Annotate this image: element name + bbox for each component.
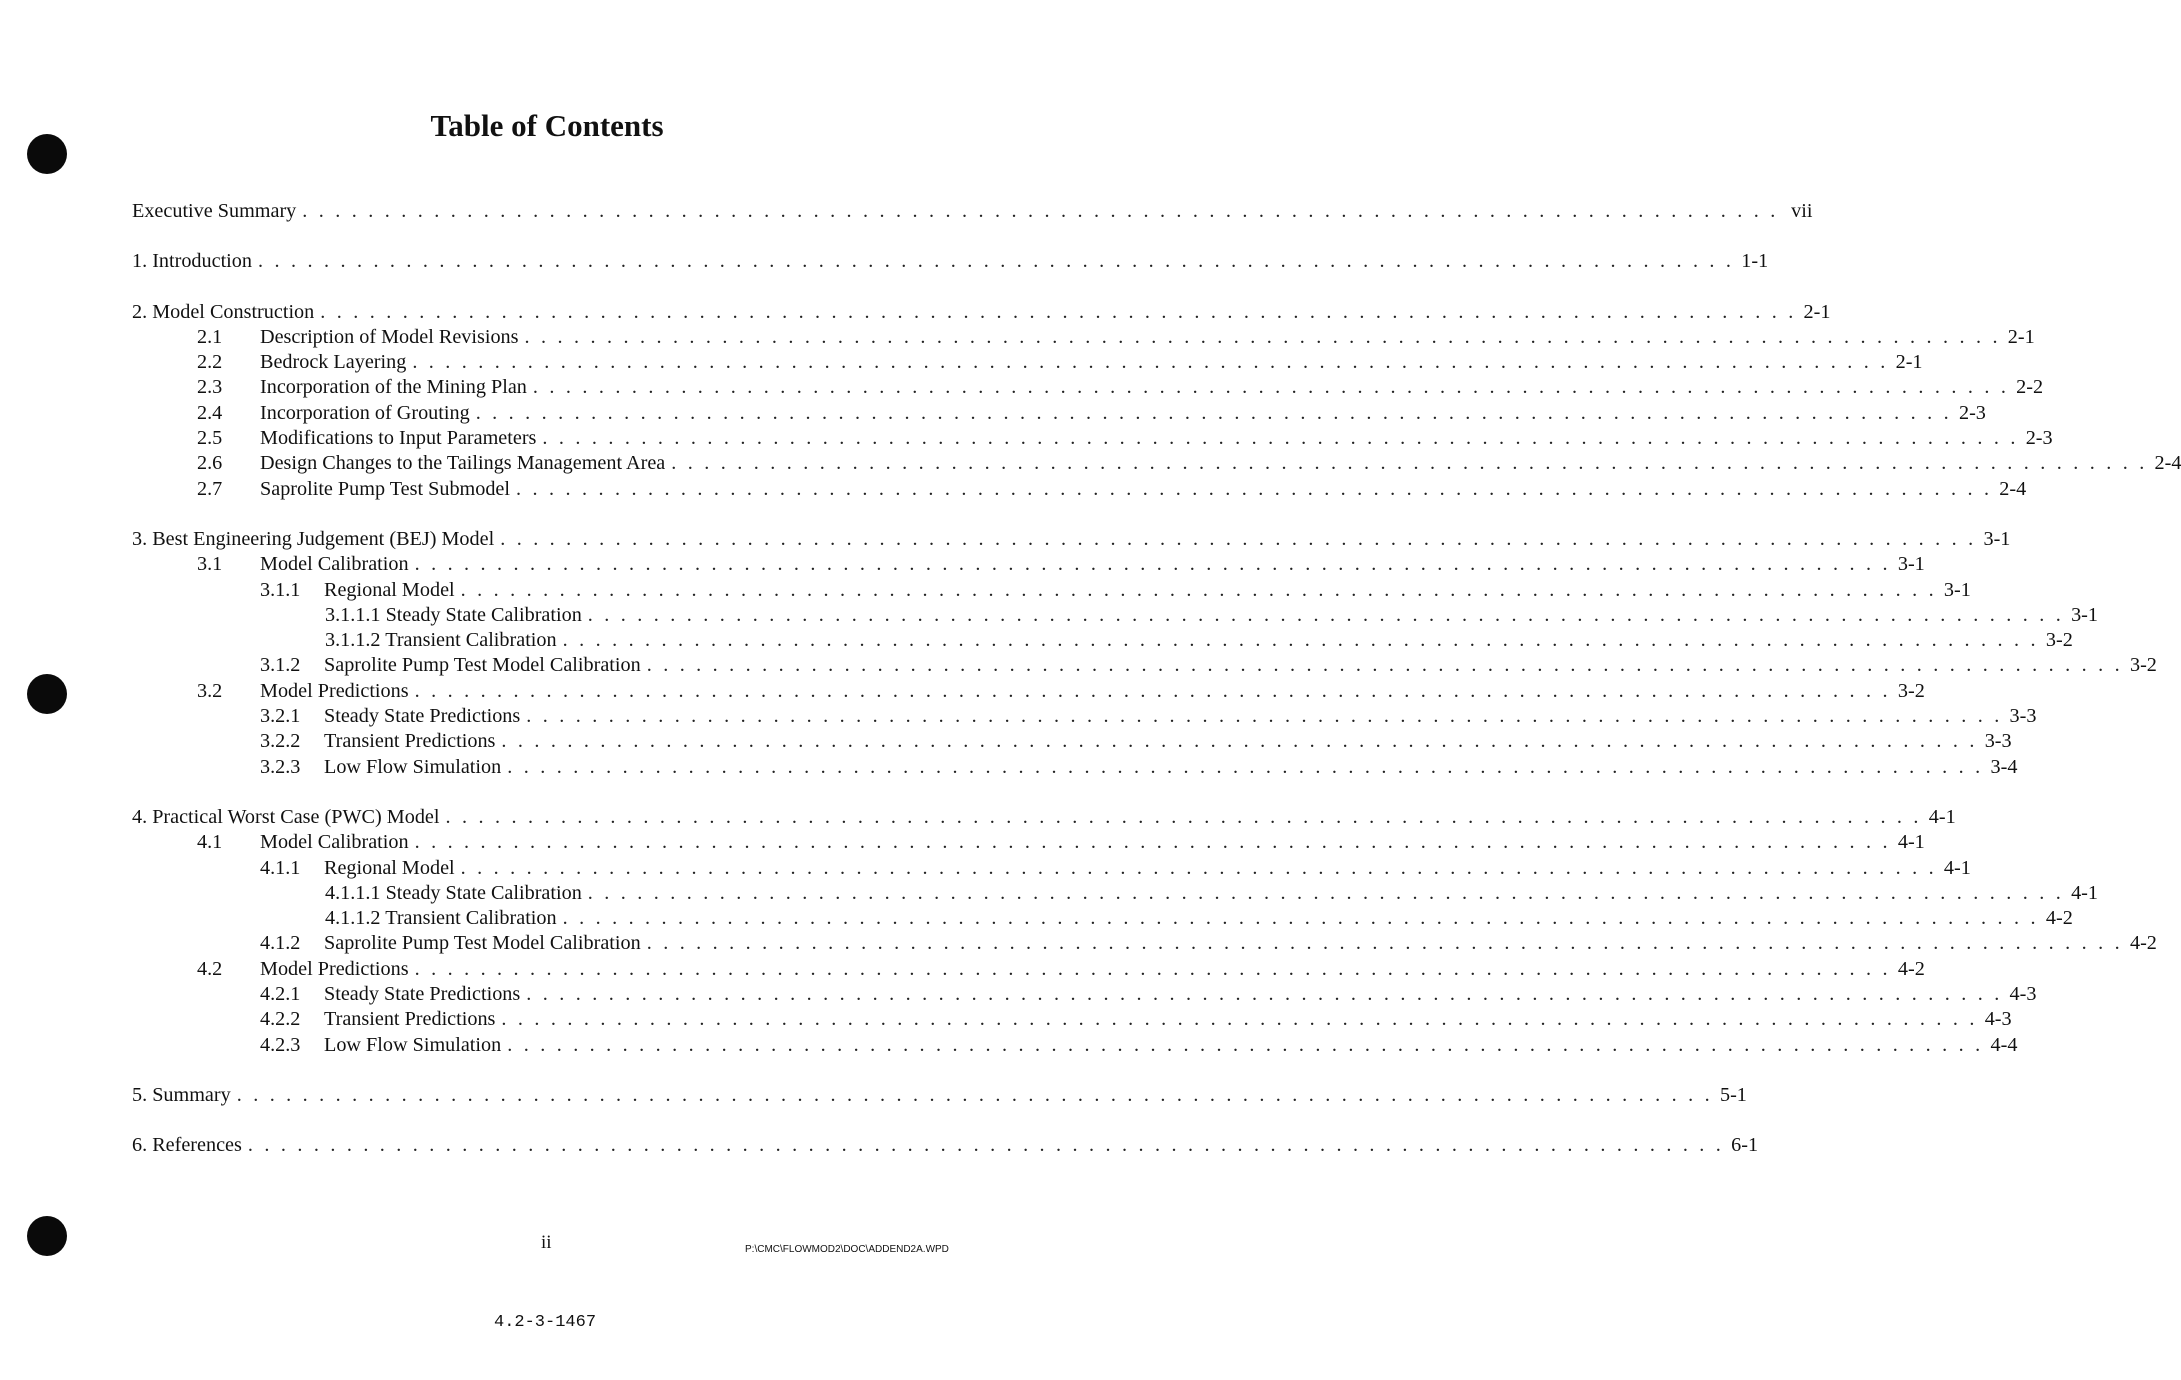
toc-entry-title: Transient Predictions xyxy=(324,1008,496,1031)
toc-entry-title: Incorporation of the Mining Plan xyxy=(260,376,527,399)
dot-leader: . . . . . . . . . . . . . . . . . . . . . . . . . . . . . . . . . . . . . . . . . . . . . . . . . . . . . . . . . . . . . . . . . . . . . . . . . . . . . . . . . . . . . . . . . . xyxy=(646,654,2123,677)
dot-leader: . . . . . . . . . . . . . . . . . . . . . . . . . . . . . . . . . . . . . . . . . . . . . . . . . . . . . . . . . . . . . . . . . . . . . . . . . . . . . . . . . . . . . . . . . . xyxy=(414,553,1891,576)
toc-entry[interactable] xyxy=(132,830,1925,855)
toc-entry-page: 6-1 xyxy=(1731,1134,1759,1157)
dot-leader: . . . . . . . . . . . . . . . . . . . . . . . . . . . . . . . . . . . . . . . . . . . . . . . . . . . . . . . . . . . . . . . . . . . . . . . . . . . . . . . . . . . . . . . . . . xyxy=(562,629,2039,652)
toc-entry-number: 4.1 xyxy=(197,831,223,854)
dot-leader: . . . . . . . . . . . . . . . . . . . . . . . . . . . . . . . . . . . . . . . . . . . . . . . . . . . . . . . . . . . . . . . . . . . . . . . . . . . . . . . . . . . . . . . . . . xyxy=(526,705,2003,728)
toc-entry-page: 3-1 xyxy=(1983,527,2011,550)
dot-leader: . . . . . . . . . . . . . . . . . . . . . . . . . . . . . . . . . . . . . . . . . . . . . . . . . . . . . . . . . . . . . . . . . . . . . . . . . . . . . . . . . . . . . . . . . . xyxy=(524,325,2001,348)
toc-entry-title: Bedrock Layering xyxy=(260,351,407,374)
toc-entry-number: 3.1 xyxy=(197,553,223,576)
dot-leader: . . . . . . . . . . . . . . . . . . . . . . . . . . . . . . . . . . . . . . . . . . . . . . . . . . . . . . . . . . . . . . . . . . . . . . . . . . . . . . . . . . . . . . . . . . xyxy=(587,603,2064,626)
toc-entry-number: 2.3 xyxy=(197,376,223,399)
toc-entry[interactable] xyxy=(132,982,2037,1007)
dot-leader: . . . . . . . . . . . . . . . . . . . . . . . . . . . . . . . . . . . . . . . . . . . . . . . . . . . . . . . . . . . . . . . . . . . . . . . . . . . . . . . . . . . . . . . . . . xyxy=(236,1083,1713,1106)
toc-entry-title: Low Flow Simulation xyxy=(324,755,502,778)
toc-entry[interactable] xyxy=(132,375,2044,400)
dot-leader: . . . . . . . . . . . . . . . . . . . . . . . . . . . . . . . . . . . . . . . . . . . . . . . . . . . . . . . . . . . . . . . . . . . . . . . . . . . . . . . . . . . . . . . . . . xyxy=(516,477,1993,500)
toc-entry-number: 2.6 xyxy=(197,452,223,475)
toc-entry[interactable] xyxy=(132,653,2157,678)
toc-entry-number: 2.5 xyxy=(197,427,223,450)
dot-leader: . . . . . . . . . . . . . . . . . . . . . . . . . . . . . . . . . . . . . . . . . . . . . . . . . . . . . . . . . . . . . . . . . . . . . . . . . . . . . . . . . . . . . . . . . . xyxy=(460,578,1937,601)
toc-entry-title: 5. Summary xyxy=(132,1083,231,1106)
dot-leader: . . . . . . . . . . . . . . . . . . . . . . . . . . . . . . . . . . . . . . . . . . . . . . . . . . . . . . . . . . . . . . . . . . . . . . . . . . . . . . . . . . . . . . . . . . xyxy=(412,351,1889,374)
toc-entry-page: 4-1 xyxy=(2071,881,2098,904)
toc-entry[interactable] xyxy=(132,603,2098,628)
toc-entry-page: 2-4 xyxy=(1999,477,2027,500)
toc-entry-number: 4.1.1 xyxy=(260,856,301,879)
toc-entry[interactable] xyxy=(132,401,1986,426)
dot-leader: . . . . . . . . . . . . . . . . . . . . . . . . . . . . . . . . . . . . . . . . . . . . . . . . . . . . . . . . . . . . . . . . . . . . . . . . . . . . . . . . . . . . . . . . . . xyxy=(302,200,1779,222)
toc-entry-title: Steady State Predictions xyxy=(324,983,521,1006)
toc-entry[interactable] xyxy=(132,350,1923,375)
toc-entry-title: 3. Best Engineering Judgement (BEJ) Model xyxy=(132,527,495,550)
dot-leader: . . . . . . . . . . . . . . . . . . . . . . . . . . . . . . . . . . . . . . . . . . . . . . . . . . . . . . . . . . . . . . . . . . . . . . . . . . . . . . . . . . . . . . . . . . xyxy=(671,452,2148,475)
toc-entry[interactable] xyxy=(132,1007,2012,1032)
toc-entry-title: Saprolite Pump Test Submodel xyxy=(260,477,510,500)
toc-entry[interactable] xyxy=(132,805,1956,830)
toc-entry[interactable] xyxy=(132,451,2181,476)
toc-entry-page: 3-2 xyxy=(2045,629,2073,652)
toc-entry-number: 2.4 xyxy=(197,401,223,424)
toc-entry[interactable] xyxy=(132,1133,1759,1158)
toc-entry-title: 1. Introduction xyxy=(132,250,252,273)
toc-entry-number: 4.2.3 xyxy=(260,1033,301,1056)
toc-entry[interactable] xyxy=(132,477,2027,502)
toc-entry-title: 3.1.1.2 Transient Calibration xyxy=(325,629,557,652)
toc-entry-title: 4.1.1.1 Steady State Calibration xyxy=(325,881,582,904)
toc-entry-page: 4-4 xyxy=(1990,1033,2018,1056)
dot-leader: . . . . . . . . . . . . . . . . . . . . . . . . . . . . . . . . . . . . . . . . . . . . . . . . . . . . . . . . . . . . . . . . . . . . . . . . . . . . . . . . . . . . . . . . . . xyxy=(501,1008,1978,1031)
file-path: P:\CMC\FLOWMOD2\DOC\ADDEND2A.WPD xyxy=(745,1244,949,1255)
toc-entry-title: 2. Model Construction xyxy=(132,300,315,323)
dot-leader: . . . . . . . . . . . . . . . . . . . . . . . . . . . . . . . . . . . . . . . . . . . . . . . . . . . . . . . . . . . . . . . . . . . . . . . . . . . . . . . . . . . . . . . . . . xyxy=(532,376,2010,399)
toc-entry-number: 3.1.1 xyxy=(260,578,301,601)
dot-leader: . . . . . . . . . . . . . . . . . . . . . . . . . . . . . . . . . . . . . . . . . . . . . . . . . . . . . . . . . . . . . . . . . . . . . . . . . . . . . . . . . . . . . . . . . . xyxy=(414,957,1891,980)
dot-leader: . . . . . . . . . . . . . . . . . . . . . . . . . . . . . . . . . . . . . . . . . . . . . . . . . . . . . . . . . . . . . . . . . . . . . . . . . . . . . . . . . . . . . . . . . . xyxy=(646,932,2123,955)
toc-entry-page: 3-1 xyxy=(2071,603,2098,626)
toc-entry-page: 2-1 xyxy=(1803,300,1831,323)
toc-entry-number: 2.1 xyxy=(197,325,223,348)
dot-leader: . . . . . . . . . . . . . . . . . . . . . . . . . . . . . . . . . . . . . . . . . . . . . . . . . . . . . . . . . . . . . . . . . . . . . . . . . . . . . . . . . . . . . . . . . . xyxy=(526,983,2003,1006)
toc-entry-title: 6. References xyxy=(132,1134,242,1157)
dot-leader: . . . . . . . . . . . . . . . . . . . . . . . . . . . . . . . . . . . . . . . . . . . . . . . . . . . . . . . . . . . . . . . . . . . . . . . . . . . . . . . . . . . . . . . . . . xyxy=(562,907,2039,930)
toc-entry-page: 4-2 xyxy=(2045,907,2073,930)
dot-leader: . . . . . . . . . . . . . . . . . . . . . . . . . . . . . . . . . . . . . . . . . . . . . . . . . . . . . . . . . . . . . . . . . . . . . . . . . . . . . . . . . . . . . . . . . . xyxy=(500,527,1977,550)
toc-entry-number: 2.2 xyxy=(197,351,223,374)
toc-entry-title: Model Predictions xyxy=(260,957,409,980)
toc-entry-page: 3-3 xyxy=(1984,730,2012,753)
toc-entry-number: 4.2.1 xyxy=(260,983,301,1006)
toc-entry[interactable] xyxy=(132,199,1813,224)
toc-entry-title: Regional Model xyxy=(324,578,455,601)
toc-entry[interactable] xyxy=(132,325,2035,350)
toc-entry[interactable] xyxy=(132,881,2098,906)
punch-hole-bottom xyxy=(27,1216,67,1256)
toc-entry[interactable] xyxy=(132,552,1925,577)
toc-entry-title: Model Calibration xyxy=(260,831,409,854)
toc-entry[interactable] xyxy=(132,1083,1747,1108)
toc-entry[interactable] xyxy=(132,628,2073,653)
toc-entry[interactable] xyxy=(132,527,2011,552)
toc-entry-page: 4-2 xyxy=(1897,957,1925,980)
toc-entry-title: Executive Summary xyxy=(132,200,297,222)
toc-entry-page: 4-1 xyxy=(1943,856,1971,879)
toc-entry-page: 4-1 xyxy=(1897,831,1925,854)
toc-entry-title: Model Calibration xyxy=(260,553,409,576)
toc-entry-number: 3.2.1 xyxy=(260,705,301,728)
toc-entry[interactable] xyxy=(132,906,2073,931)
document-id: 4.2-3-1467 xyxy=(494,1313,597,1332)
toc-entry[interactable] xyxy=(132,578,1971,603)
dot-leader: . . . . . . . . . . . . . . . . . . . . . . . . . . . . . . . . . . . . . . . . . . . . . . . . . . . . . . . . . . . . . . . . . . . . . . . . . . . . . . . . . . . . . . . . . . xyxy=(475,401,1952,424)
page-number: ii xyxy=(541,1232,552,1253)
toc-entry[interactable] xyxy=(132,249,1769,274)
toc-entry-number: 3.1.2 xyxy=(260,654,301,677)
toc-entry-page: 1-1 xyxy=(1741,250,1769,273)
dot-leader: . . . . . . . . . . . . . . . . . . . . . . . . . . . . . . . . . . . . . . . . . . . . . . . . . . . . . . . . . . . . . . . . . . . . . . . . . . . . . . . . . . . . . . . . . . xyxy=(414,831,1891,854)
toc-entry[interactable] xyxy=(132,679,1925,704)
toc-entry[interactable] xyxy=(132,1033,2018,1058)
toc-entry-title: 3.1.1.1 Steady State Calibration xyxy=(325,603,582,626)
toc-entry-title: 4. Practical Worst Case (PWC) Model xyxy=(132,805,440,828)
toc-entry-title: Low Flow Simulation xyxy=(324,1033,502,1056)
toc-entry[interactable] xyxy=(132,300,1831,325)
toc-entry-page: 2-1 xyxy=(1895,351,1923,374)
dot-leader: . . . . . . . . . . . . . . . . . . . . . . . . . . . . . . . . . . . . . . . . . . . . . . . . . . . . . . . . . . . . . . . . . . . . . . . . . . . . . . . . . . . . . . . . . . xyxy=(542,427,2019,450)
dot-leader: . . . . . . . . . . . . . . . . . . . . . . . . . . . . . . . . . . . . . . . . . . . . . . . . . . . . . . . . . . . . . . . . . . . . . . . . . . . . . . . . . . . . . . . . . . xyxy=(445,805,1922,828)
toc-entry-number: 3.2 xyxy=(197,679,223,702)
toc-entry-title: Model Predictions xyxy=(260,679,409,702)
toc-entry-page: 3-1 xyxy=(1897,553,1925,576)
toc-entry-number: 3.2.3 xyxy=(260,755,301,778)
dot-leader: . . . . . . . . . . . . . . . . . . . . . . . . . . . . . . . . . . . . . . . . . . . . . . . . . . . . . . . . . . . . . . . . . . . . . . . . . . . . . . . . . . . . . . . . . . xyxy=(460,856,1937,879)
toc-entry-page: 2-4 xyxy=(2154,452,2181,475)
toc-entry-number: 4.2.2 xyxy=(260,1008,301,1031)
page-title: Table of Contents xyxy=(430,108,664,143)
toc-entry-title: Regional Model xyxy=(324,856,455,879)
dot-leader: . . . . . . . . . . . . . . . . . . . . . . . . . . . . . . . . . . . . . . . . . . . . . . . . . . . . . . . . . . . . . . . . . . . . . . . . . . . . . . . . . . . . . . . . . . xyxy=(501,730,1978,753)
toc-entry[interactable] xyxy=(132,426,2053,451)
toc-entry-number: 2.7 xyxy=(197,477,223,500)
toc-entry-number: 4.2 xyxy=(197,957,223,980)
dot-leader: . . . . . . . . . . . . . . . . . . . . . . . . . . . . . . . . . . . . . . . . . . . . . . . . . . . . . . . . . . . . . . . . . . . . . . . . . . . . . . . . . . . . . . . . . . xyxy=(414,679,1891,702)
toc-entry-title: Transient Predictions xyxy=(324,730,496,753)
toc-entry-title: Description of Model Revisions xyxy=(260,325,519,348)
toc-entry-number: 3.2.2 xyxy=(260,730,301,753)
dot-leader: . . . . . . . . . . . . . . . . . . . . . . . . . . . . . . . . . . . . . . . . . . . . . . . . . . . . . . . . . . . . . . . . . . . . . . . . . . . . . . . . . . . . . . . . . . xyxy=(320,300,1797,323)
toc-entry-page: 4-3 xyxy=(1984,1008,2012,1031)
toc-entry-page: 4-2 xyxy=(2129,932,2157,955)
dot-leader: . . . . . . . . . . . . . . . . . . . . . . . . . . . . . . . . . . . . . . . . . . . . . . . . . . . . . . . . . . . . . . . . . . . . . . . . . . . . . . . . . . . . . . . . . . xyxy=(587,881,2064,904)
toc-entry-number: 4.1.2 xyxy=(260,932,301,955)
toc-entry[interactable] xyxy=(132,931,2157,956)
toc-entry-title: Incorporation of Grouting xyxy=(260,401,470,424)
toc-entry[interactable] xyxy=(132,729,2012,754)
toc-entry-page: 5-1 xyxy=(1719,1083,1747,1106)
toc-entry-page: 2-1 xyxy=(2007,325,2035,348)
toc-entry-title: Design Changes to the Tailings Management Area xyxy=(260,452,666,475)
toc-entry-page: vii xyxy=(1791,200,1813,222)
toc-entry-page: 2-3 xyxy=(2025,427,2053,450)
toc-entry-title: Saprolite Pump Test Model Calibration xyxy=(324,654,641,677)
toc-entry-page: 2-3 xyxy=(1958,401,1986,424)
toc-entry-page: 3-2 xyxy=(2129,654,2157,677)
toc-entry-title: Steady State Predictions xyxy=(324,705,521,728)
toc-entry-page: 4-1 xyxy=(1928,805,1956,828)
dot-leader: . . . . . . . . . . . . . . . . . . . . . . . . . . . . . . . . . . . . . . . . . . . . . . . . . . . . . . . . . . . . . . . . . . . . . . . . . . . . . . . . . . . . . . . . . . xyxy=(257,250,1735,273)
toc-entry-page: 3-1 xyxy=(1943,578,1971,601)
toc-entry-page: 3-4 xyxy=(1990,755,2018,778)
toc-entry[interactable] xyxy=(132,704,2037,729)
table-of-contents xyxy=(132,199,2181,1159)
toc-entry-title: Modifications to Input Parameters xyxy=(260,427,537,450)
toc-entry-title: Saprolite Pump Test Model Calibration xyxy=(324,932,641,955)
toc-entry-page: 2-2 xyxy=(2016,376,2044,399)
toc-entry-page: 3-3 xyxy=(2009,705,2037,728)
toc-entry[interactable] xyxy=(132,957,1925,982)
dot-leader: . . . . . . . . . . . . . . . . . . . . . . . . . . . . . . . . . . . . . . . . . . . . . . . . . . . . . . . . . . . . . . . . . . . . . . . . . . . . . . . . . . . . . . . . . . xyxy=(507,755,1984,778)
toc-entry[interactable] xyxy=(132,755,2018,780)
punch-hole-middle xyxy=(27,674,67,714)
dot-leader: . . . . . . . . . . . . . . . . . . . . . . . . . . . . . . . . . . . . . . . . . . . . . . . . . . . . . . . . . . . . . . . . . . . . . . . . . . . . . . . . . . . . . . . . . . xyxy=(507,1033,1984,1056)
toc-entry-page: 4-3 xyxy=(2009,983,2037,1006)
toc-entry-page: 3-2 xyxy=(1897,679,1925,702)
toc-entry-title: 4.1.1.2 Transient Calibration xyxy=(325,907,557,930)
toc-entry[interactable] xyxy=(132,856,1971,881)
dot-leader: . . . . . . . . . . . . . . . . . . . . . . . . . . . . . . . . . . . . . . . . . . . . . . . . . . . . . . . . . . . . . . . . . . . . . . . . . . . . . . . . . . . . . . . . . . xyxy=(247,1134,1725,1157)
